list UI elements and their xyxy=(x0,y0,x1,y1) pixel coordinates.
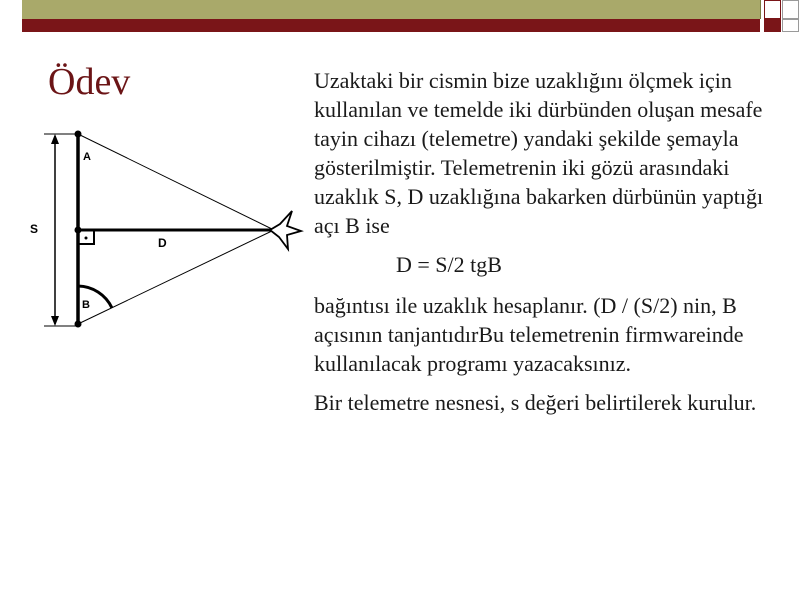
d-label: D xyxy=(158,236,167,250)
corner-square-bottom-right xyxy=(782,19,799,32)
paragraph-calculation: bağıntısı ile uzaklık hesaplanır. (D / (S/2) nin, B açısının tanjantıdırBu telemetrenin firmwareinde kullanılacak programı yazacaksınız. xyxy=(314,293,744,376)
slide-body xyxy=(314,66,792,417)
sight-line-top xyxy=(78,134,274,230)
slide-title: Ödev xyxy=(48,61,131,103)
formula: D = S/2 tgB xyxy=(396,252,502,277)
top-bar-dark-red xyxy=(22,19,760,32)
top-bar-olive xyxy=(22,0,761,19)
a-label: A xyxy=(83,151,91,163)
telemeter-diagram xyxy=(22,118,312,350)
corner-square-bottom-left xyxy=(764,19,781,32)
paragraph-object: Bir telemetre nesnesi, s değeri belirtilerek kurulur. xyxy=(314,390,757,415)
corner-square-top-left xyxy=(764,0,781,19)
b-label: B xyxy=(82,299,90,311)
corner-square-top-right xyxy=(782,0,799,19)
s-arrow-top xyxy=(51,134,59,144)
right-angle-dot xyxy=(85,237,88,240)
paragraph-intro: Uzaktaki bir cismin bize uzaklığını ölçmek için kullanılan ve temelde iki dürbünden oluşan mesafe tayin cihazı (telemetre) yandaki şekilde şemayla gösterilmiştir. Telemetrenin iki gözü arasındaki uzaklık S, D uzaklığına bakarken dürbünün yaptığı açı B ise xyxy=(314,68,764,238)
s-label: S xyxy=(30,222,39,236)
s-arrow-bottom xyxy=(51,316,59,326)
sight-line-bottom xyxy=(78,230,274,324)
target-star-icon xyxy=(270,211,301,249)
